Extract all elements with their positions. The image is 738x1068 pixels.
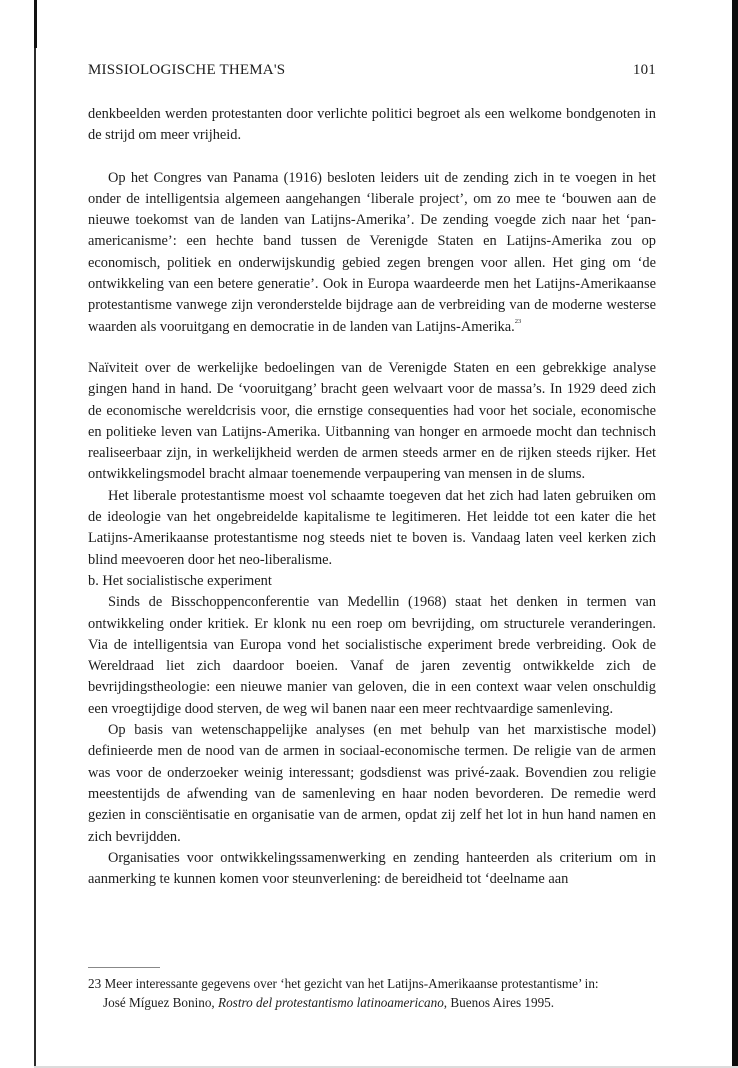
paragraph-3: Naïviteit over de werkelijke bedoelingen van de Verenigde Staten en een gebrekkige analyse gingen hand in hand. De ‘vooruitgang’ bracht geen welvaart voor de massa’s. In 1929 deed zich de economische wereldcrisis voor, die ernstige consequenties had voor het sociale, economische en politieke leven van Latijns-Amerika. Uitbanning van honger en armoede mocht dan technisch realiseerbaar zijn, in werkelijkheid werden de armen steeds armer en de rijken steeds rijker. Het ontwikkelingsmodel bracht almaar toenemende verpaupering van mensen in de slums. <box>88 359 656 483</box>
running-head <box>88 62 656 79</box>
scan-edge-left-top <box>34 0 37 48</box>
footnote-citation <box>88 994 656 1013</box>
footnotes <box>88 975 656 1012</box>
footnote-text: Meer interessante gegevens over ‘het gezicht van het Latijns-Amerikaanse protestantisme’ in: <box>104 976 599 991</box>
footnote-23 <box>88 975 656 994</box>
paragraph-7: Organisaties voor ontwikkelingssamenwerking en zending hanteerden als criterium om in aanmerking te kunnen komen voor steunverlening: de bereidheid tot ‘deelname aan <box>88 849 656 888</box>
paragraph-4: Het liberale protestantisme moest vol schaamte toegeven dat het zich had laten gebruiken om de ideologie van het ongebreidelde kapitalisme te legitimeren. Het leidde tot een kater die het Latijns-Amerikaanse protestantisme nog steeds niet te boven is. Vandaag laten veel kerken zich blind meevoeren door het neo-liberalisme. <box>88 487 656 568</box>
footnote-author: José Míguez Bonino, <box>103 994 215 1010</box>
paragraph-2-text: Op het Congres van Panama (1916) besloten leiders uit de zending zich in te voegen in het onder de intelligentsia algemeen aangehangen ‘liberale project’, om zo mee te ‘bouwen aan de nieuwe toekomst van de landen van Latijns-Amerika’. De zending voegde zich naar het ‘pan-americanisme’: een hechte band tussen de Verenigde Staten en Latijns-Amerika zou op economisch, politiek en onderwijskundig gebied zegen brengen voor allen. Het ging om ‘de ontwikkeling van een betere generatie’. Ook in Europa waardeerde men het Latijns-Amerikaanse protestantisme vanwege zijn veronderstelde bijdrage aan de verbreiding van de moderne westerse waarden als vooruitgang en democratie in de landen van Latijns-Amerika. <box>88 169 656 335</box>
paragraph-5: Sinds de Bisschoppenconferentie van Medellin (1968) staat het denken in termen van ontwikkeling onder kritiek. Er klonk nu een roep om bevrijding, om structurele veranderingen. Via de intelligentsia van Europa vond het socialistische experiment brede verbreiding. Ook de Wereldraad liet zich daardoor boeien. Vanaf de jaren zeventig ontwikkelde zich de bevrijdingstheologie: een nieuwe manier van geloven, die in een context waar velen onschuldig een vroegtijdige dood sterven, de weg wil banen naar een meer rechtvaardige samenleving. <box>88 594 656 717</box>
footnote-publication: , Buenos Aires 1995. <box>443 994 555 1010</box>
paragraph-1: denkbeelden werden protestanten door verlichte politici begroet als een welkome bondgenoten in de strijd om meer vrijheid. <box>88 106 656 144</box>
body-text <box>88 104 656 890</box>
page-number: 101 <box>632 62 656 78</box>
running-title: MISSIOLOGISCHE THEMA'S <box>88 62 286 78</box>
footnote-rule <box>88 967 160 968</box>
paragraph-6: Op basis van wetenschappelijke analyses (en met behulp van het marxistische model) definieerde men de nood van de armen in sociaal-economische termen. De religie van de armen was voor de onderzoeker weinig interessant; godsdienst was privé-zaak. Bovendien zou religie meestentijds de afwending van de samenleving en haar noden bevorderen. De remedie werd gezien in consciëntisatie en organisatie van de armen, opdat zij zelf het lot in hun hand namen en zich bevrijdden. <box>88 722 656 845</box>
scan-edge-left <box>34 0 36 1068</box>
paragraph-2 <box>88 168 656 338</box>
section-heading: b. Het socialistische experiment <box>88 572 272 589</box>
footnote-book-title: Rostro del protestantismo latinoamericano <box>218 994 444 1010</box>
scan-edge-right <box>732 0 738 1068</box>
footnote-reference: 23 <box>514 317 522 325</box>
footnote-number: 23 <box>88 976 102 991</box>
